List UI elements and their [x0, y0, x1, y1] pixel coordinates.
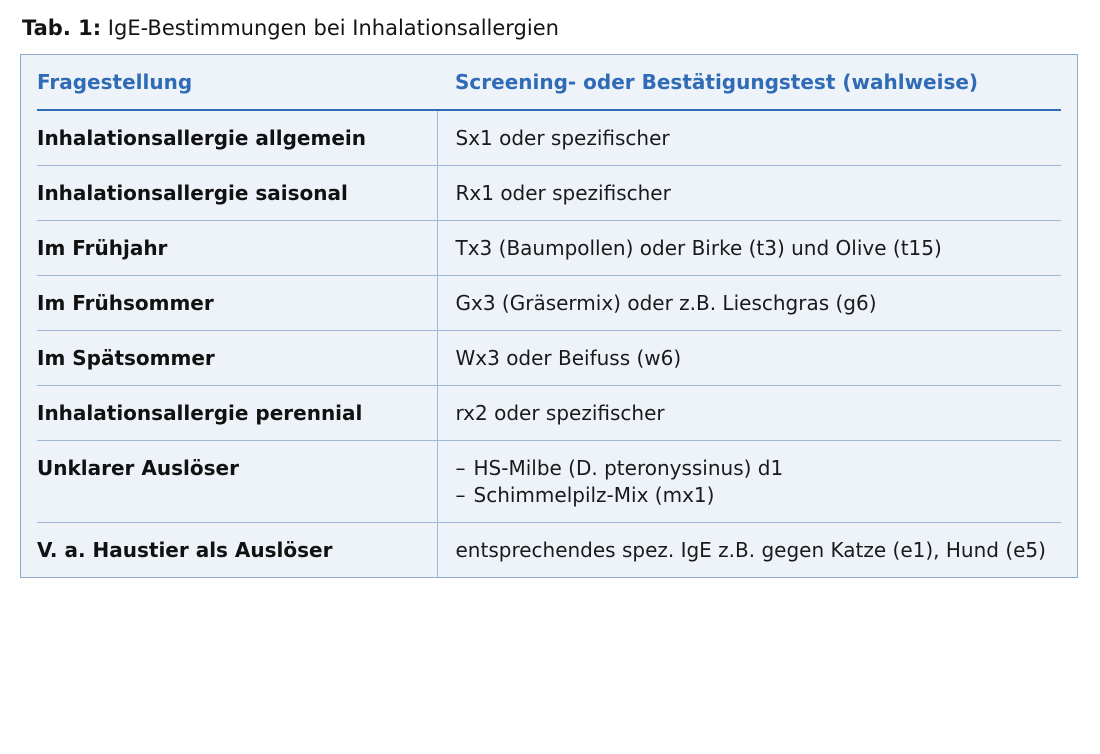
- dash-bullet-icon: –: [455, 483, 466, 507]
- dash-bullet-icon: –: [455, 456, 466, 480]
- cell-answer: [437, 166, 1061, 221]
- ige-test-table: [37, 55, 1061, 577]
- cell-question: Inhalationsallergie saisonal: [37, 166, 437, 221]
- answer-bullet-text: HS-Milbe (D. pteronyssinus) d1: [473, 456, 784, 480]
- cell-answer: [437, 276, 1061, 331]
- cell-question: Im Spätsommer: [37, 331, 437, 386]
- cell-question: Im Frühsommer: [37, 276, 437, 331]
- answer-bullet-item: [456, 482, 1062, 509]
- cell-answer: [437, 523, 1061, 578]
- cell-answer: [437, 331, 1061, 386]
- table-row: [37, 331, 1061, 386]
- table-header-row: [37, 55, 1061, 110]
- answer-text: Sx1 oder spezifischer: [455, 126, 670, 150]
- cell-answer: [437, 110, 1061, 166]
- table-row: [37, 523, 1061, 578]
- table-caption-text: IgE-Bestimmungen bei Inhalationsallergien: [101, 16, 559, 40]
- cell-question: V. a. Haustier als Auslöser: [37, 523, 437, 578]
- answer-text: entsprechendes spez. IgE z.B. gegen Katze (e1), Hund (e5): [455, 538, 1046, 562]
- table-row: [37, 386, 1061, 441]
- answer-text: Gx3 (Gräsermix) oder z.B. Lieschgras (g6): [455, 291, 877, 315]
- table-row: [37, 221, 1061, 276]
- cell-answer: [437, 221, 1061, 276]
- answer-text: Wx3 oder Beifuss (w6): [455, 346, 682, 370]
- cell-question: Unklarer Auslöser: [37, 441, 437, 523]
- table-row: [37, 110, 1061, 166]
- answer-text: Tx3 (Baumpollen) oder Birke (t3) und Olive (t15): [455, 236, 942, 260]
- cell-answer: [437, 441, 1061, 523]
- table-header: [37, 55, 1061, 110]
- column-header-answer: Screening- oder Bestätigungstest (wahlweise): [437, 55, 1061, 110]
- cell-question: Inhalationsallergie allgemein: [37, 110, 437, 166]
- cell-question: Im Frühjahr: [37, 221, 437, 276]
- answer-bullet-text: Schimmelpilz-Mix (mx1): [473, 483, 715, 507]
- cell-question: Inhalationsallergie perennial: [37, 386, 437, 441]
- table-caption-label: Tab. 1:: [22, 16, 102, 40]
- table-row: [37, 166, 1061, 221]
- answer-text: Rx1 oder spezifischer: [455, 181, 671, 205]
- table-row: [37, 441, 1061, 523]
- table-caption: [22, 14, 1080, 42]
- table-row: [37, 276, 1061, 331]
- answer-text: rx2 oder spezifischer: [455, 401, 665, 425]
- table-frame: [20, 54, 1078, 578]
- cell-answer: [437, 386, 1061, 441]
- column-header-question: Fragestellung: [37, 55, 437, 110]
- table-body: [37, 110, 1061, 577]
- answer-bullet-item: [456, 455, 1062, 482]
- answer-bullet-list: [456, 455, 1062, 509]
